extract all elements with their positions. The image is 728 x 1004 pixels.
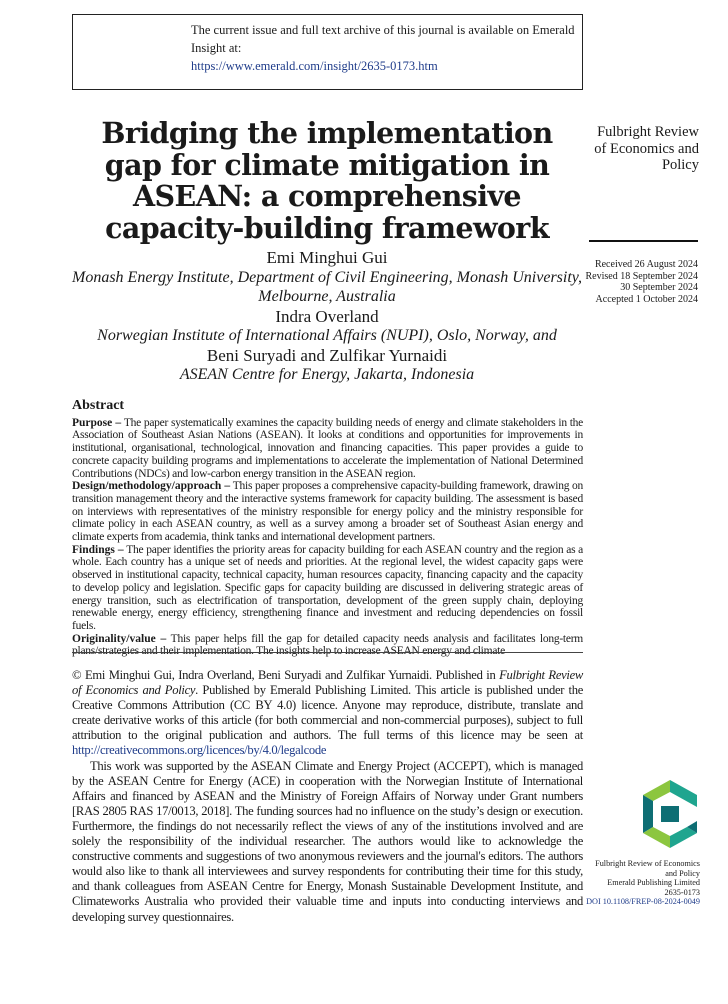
journal-url-link[interactable]: https://www.emerald.com/insight/2635-0173.htm: [191, 59, 438, 73]
article-title: Bridging the implementation gap for climate mitigation in ASEAN: a comprehensive capacity-building framework: [101, 116, 553, 245]
pub-journal-line-2: and Policy: [665, 868, 700, 878]
article-dates: [585, 259, 698, 305]
abstract-section: [72, 400, 583, 658]
abstract-label: Originality/value –: [72, 632, 167, 645]
publisher-name: Emerald Publishing Limited: [607, 878, 700, 888]
abstract-design: [72, 480, 583, 544]
sidebar-divider: [589, 240, 698, 242]
abstract-heading: Abstract: [72, 398, 125, 413]
abstract-originality: [72, 633, 583, 658]
copyright-text: © Emi Minghui Gui, Indra Overland, Beni Suryadi and Zulfikar Yurnaidi. Published in: [72, 668, 500, 682]
author-affiliation: ASEAN Centre for Energy, Jakarta, Indonesia: [179, 366, 475, 383]
journal-name-sidebar: Fulbright Review of Economics and Policy: [594, 124, 699, 173]
accepted-date: Accepted 1 October 2024: [595, 293, 698, 305]
publisher-info: [580, 859, 700, 907]
abstract-findings: [72, 544, 583, 633]
author-block: [72, 248, 582, 385]
footnote-section: [72, 668, 583, 925]
author-name: Indra Overland: [275, 306, 379, 326]
received-date: Received 26 August 2024: [594, 259, 698, 270]
abstract-label: Design/methodology/approach –: [72, 480, 231, 493]
abstract-divider: [72, 652, 583, 653]
abstract-text: The paper identifies the priority areas for capacity building for each ASEAN country and the region as a whole. Each country has a unique set of needs and priorities. At the regional level, the widest capacity gaps were observed in institutional capacity, technical capacity, human resources capacity, financing capacity and the capacity to develop policy and legislation. Specific gaps for capacity building are discussed in delivering strategic areas of energy transition, such as electrification of transportation, development of the green supply chain, deploying renewable energy, energy efficiency, strengthening finance and investment and reducing dependencies on fossil fuels.: [72, 543, 584, 632]
journal-access-banner: [72, 14, 583, 90]
abstract-text: This paper helps fill the gap for detailed capacity needs analysis and facilitates long-term plans/strategies and their implementation. The insights help to increase ASEAN energy and climate: [72, 632, 583, 658]
issn: 2635-0173: [664, 887, 700, 897]
funding-acknowledgement: This work was supported by the ASEAN Climate and Energy Project (ACCEPT), which is managed by the ASEAN Centre for Energy (ACE) in cooperation with the Norwegian Institute of International Affairs and financed by ASEAN and the Ministry of Foreign Affairs of Norway under Grant numbers [RAS 2805 RAS 17/0013, 2018]. The funding sources had no influence on the study’s design or execution. Furthermore, the findings do not necessarily reflect the views of any of the institutions involved and are solely the responsibility of the individual researcher. The authors would like to acknowledge the constructive comments and suggestions of two anonymous reviewers and the journal's editors. The authors would also like to thank all interviewees and survey respondents for contributing their time for this study, and thank colleagues from ASEAN Centre for Energy, Monash Sustainable Development Institute, and Climateworks Australia who provided their valuable time and inputs into conducting interviews and developing survey questionnaires.: [72, 758, 583, 924]
doi-link[interactable]: DOI 10.1108/FREP-08-2024-0049: [586, 897, 700, 907]
author-affiliation: Norwegian Institute of International Affairs (NUPI), Oslo, Norway, and: [97, 327, 557, 344]
abstract-text: The paper systematically examines the capacity building needs of energy and climate stakeholders in the Association of Southeast Asian Nations (ASEAN). It looks at conditions and opportunities for improvements in institutional, organisational, technological, innovation and financing capacities. This paper provides a guide to concrete capacity building programs and implementations to accelerate the implementation of National Determined Contributions (NDCs) and low-carbon energy transition in the ASEAN region.: [72, 416, 584, 480]
abstract-label: Purpose –: [72, 416, 122, 429]
revised-date-2: 30 September 2024: [620, 282, 698, 294]
author-name: Beni Suryadi and Zulfikar Yurnaidi: [206, 345, 448, 365]
abstract-text: This paper proposes a comprehensive capacity-building framework, drawing on transition management theory and the interactive systems framework for capacity building. The assessment is based on interviews with representatives of the ministry responsible for energy policy and the ministry responsible for climate policy in each ASEAN country, as well as a survey among a broader set of Southeast Asian energy and climate experts from academia, think tanks and international development partners.: [72, 480, 583, 544]
copyright-notice: [72, 668, 583, 759]
copyright-journal: Fulbright Review of Economics and Policy: [72, 668, 583, 698]
pub-journal-line: Fulbright Review of Economics: [595, 859, 700, 868]
revised-date: Revised 18 September 2024: [585, 270, 698, 282]
emerald-logo-icon: [639, 780, 701, 848]
abstract-label: Findings –: [72, 543, 124, 556]
author-affiliation: Monash Energy Institute, Department of Civil Engineering, Monash University, Melbourne, Australia: [72, 268, 582, 305]
license-link[interactable]: http://creativecommons.org/licences/by/4.0/legalcode: [72, 743, 327, 758]
copyright-text-2: . Published by Emerald Publishing Limited. This article is published under the Creative Commons Attribution (CC BY 4.0) licence. Anyone may reproduce, distribute, translate and create derivative works of this article (for both commercial and non-commercial purposes), subject to full attribution to the original publication and authors. The full terms of this licence may be seen at: [72, 683, 583, 743]
banner-text: The current issue and full text archive of this journal is available on Emerald Insight at:: [191, 23, 575, 55]
abstract-purpose: [72, 417, 583, 481]
author-name: Emi Minghui Gui: [266, 248, 388, 267]
